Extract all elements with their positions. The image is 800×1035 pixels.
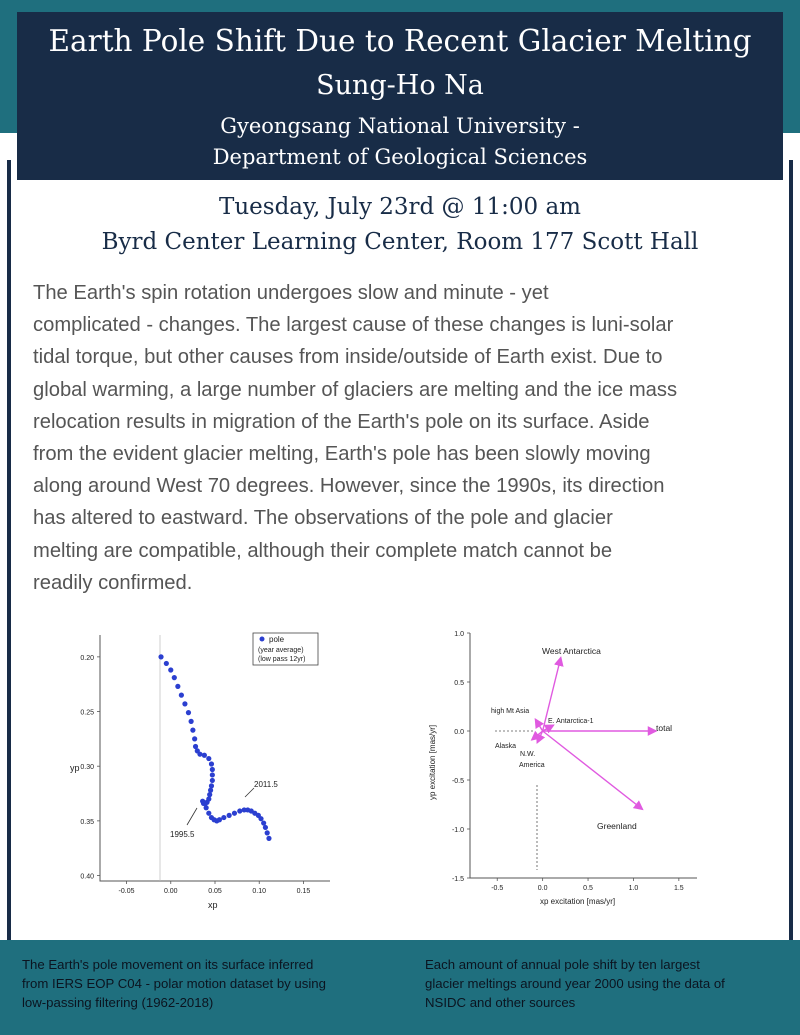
pole-point xyxy=(197,752,202,757)
pole-point xyxy=(237,808,242,813)
institution-line-1: Gyeongsang National University - xyxy=(220,114,580,138)
pole-point xyxy=(182,701,187,706)
pole-point xyxy=(227,813,232,818)
label-greenland: Greenland xyxy=(597,821,637,831)
legend-entry: (year average) xyxy=(258,647,304,654)
label-alaska: Alaska xyxy=(495,743,517,750)
x-tick-label: 1.0 xyxy=(628,885,639,892)
x-tick-label: 0.00 xyxy=(163,888,178,895)
pole-motion-chart xyxy=(60,625,360,915)
pole-point xyxy=(175,684,180,689)
y-tick-label: 1.0 xyxy=(454,631,464,638)
pole-point xyxy=(186,710,191,715)
pole-point xyxy=(210,767,215,772)
y-tick-label: 0.40 xyxy=(80,873,94,881)
pole-point xyxy=(206,811,211,816)
excitation-vector-chart xyxy=(425,625,705,915)
annotation-2011: 2011.5 xyxy=(254,780,278,789)
x-tick-label: -0.05 xyxy=(118,888,135,895)
pole-point xyxy=(209,783,214,788)
institution-line-2: Department of Geological Sciences xyxy=(212,145,588,169)
title-banner xyxy=(17,12,783,180)
pole-point xyxy=(221,815,226,820)
pole-point xyxy=(168,667,173,672)
y-tick-label: 0.35 xyxy=(80,818,94,826)
y-tick-label: -1.5 xyxy=(451,876,464,883)
pole-point xyxy=(265,830,270,835)
pole-point xyxy=(266,836,271,841)
y-tick-label: 0.0 xyxy=(454,729,464,736)
legend-entry: (low pass 12yr) xyxy=(258,656,306,663)
pole-point xyxy=(232,811,237,816)
x-tick-label: 0.0 xyxy=(537,885,548,892)
pole-point xyxy=(209,761,214,766)
pole-point xyxy=(164,661,169,666)
pole-point xyxy=(172,675,177,680)
label-west-antarctica: West Antarctica xyxy=(542,646,601,656)
legend-marker xyxy=(260,637,265,642)
pole-point xyxy=(210,778,215,783)
caption-right: Each amount of annual pole shift by ten largest glacier meltings around year 2000 using the data of NSIDC and other sources xyxy=(425,957,725,1010)
pole-point xyxy=(201,801,206,806)
annotation-1995: 1995.5 xyxy=(170,830,195,839)
x-tick-label: 0.10 xyxy=(252,888,267,895)
x-tick-label: 0.5 xyxy=(583,885,593,892)
pole-point xyxy=(202,753,207,758)
label-nw: N.W. xyxy=(520,751,536,758)
abstract-text: The Earth's spin rotation undergoes slow and minute - yet complicated - changes. The largest cause of these changes is luni-solar tidal torque, but other causes from inside/outside of Earth exist. Due to global warming, a large number of glaciers are melting and the ice mass relocation results in migration of the Earth's pole on its surface. Aside from the evident glacier melting, Earth's pole has been slowly moving along around West 70 degrees. However, since the 1990s, its direction has altered to eastward. The observations of the pole and glacier melting are compatible, although their complete match cannot be readily confirmed. xyxy=(33,282,678,594)
caption-left: The Earth's pole movement on its surface inferred from IERS EOP C04 - polar motion dataset by using low-passing filtering (1962-2018) xyxy=(22,957,326,1010)
y-tick-label: 0.5 xyxy=(454,680,464,687)
x-axis-label: xp xyxy=(208,900,218,910)
pole-point xyxy=(208,788,213,793)
pole-point xyxy=(192,736,197,741)
y-tick-label: 0.20 xyxy=(80,654,94,662)
x-tick-label: 0.05 xyxy=(208,888,222,895)
x-tick-label: -0.5 xyxy=(491,885,504,892)
x-tick-label: 1.5 xyxy=(673,885,684,892)
pole-point xyxy=(204,805,209,810)
left-border-bar xyxy=(7,160,11,940)
label-america: America xyxy=(519,762,545,769)
label-e-antarctica: E. Antarctica-1 xyxy=(548,718,594,725)
label-total: total xyxy=(656,723,673,733)
pole-point xyxy=(217,817,222,822)
pole-point xyxy=(190,728,195,733)
pole-point xyxy=(179,693,184,698)
pole-point xyxy=(206,756,211,761)
poster-title: Earth Pole Shift Due to Recent Glacier Melting xyxy=(48,24,752,58)
y-axis-label: yp excitation [mas/yr] xyxy=(428,724,437,800)
y-tick-label: 0.25 xyxy=(80,709,94,717)
legend-entry: pole xyxy=(269,635,285,644)
pole-point xyxy=(258,816,263,821)
pole-point xyxy=(263,825,268,830)
y-tick-label: -1.0 xyxy=(451,827,464,834)
x-tick-label: 0.15 xyxy=(296,888,311,895)
y-tick-label: 0.30 xyxy=(80,764,94,772)
y-axis-label: yp xyxy=(70,763,80,773)
event-location: Byrd Center Learning Center, Room 177 Scott Hall xyxy=(101,229,699,255)
author-name: Sung-Ho Na xyxy=(316,70,484,101)
right-border-bar xyxy=(789,160,793,940)
pole-point xyxy=(207,792,212,797)
label-high-mt-asia: high Mt Asia xyxy=(491,708,530,715)
x-axis-label: xp excitation [mas/yr] xyxy=(540,897,616,906)
pole-point xyxy=(210,772,215,777)
pole-point xyxy=(189,719,194,724)
pole-point xyxy=(158,654,163,659)
event-datetime: Tuesday, July 23rd @ 11:00 am xyxy=(219,194,581,220)
y-tick-label: -0.5 xyxy=(451,778,464,785)
